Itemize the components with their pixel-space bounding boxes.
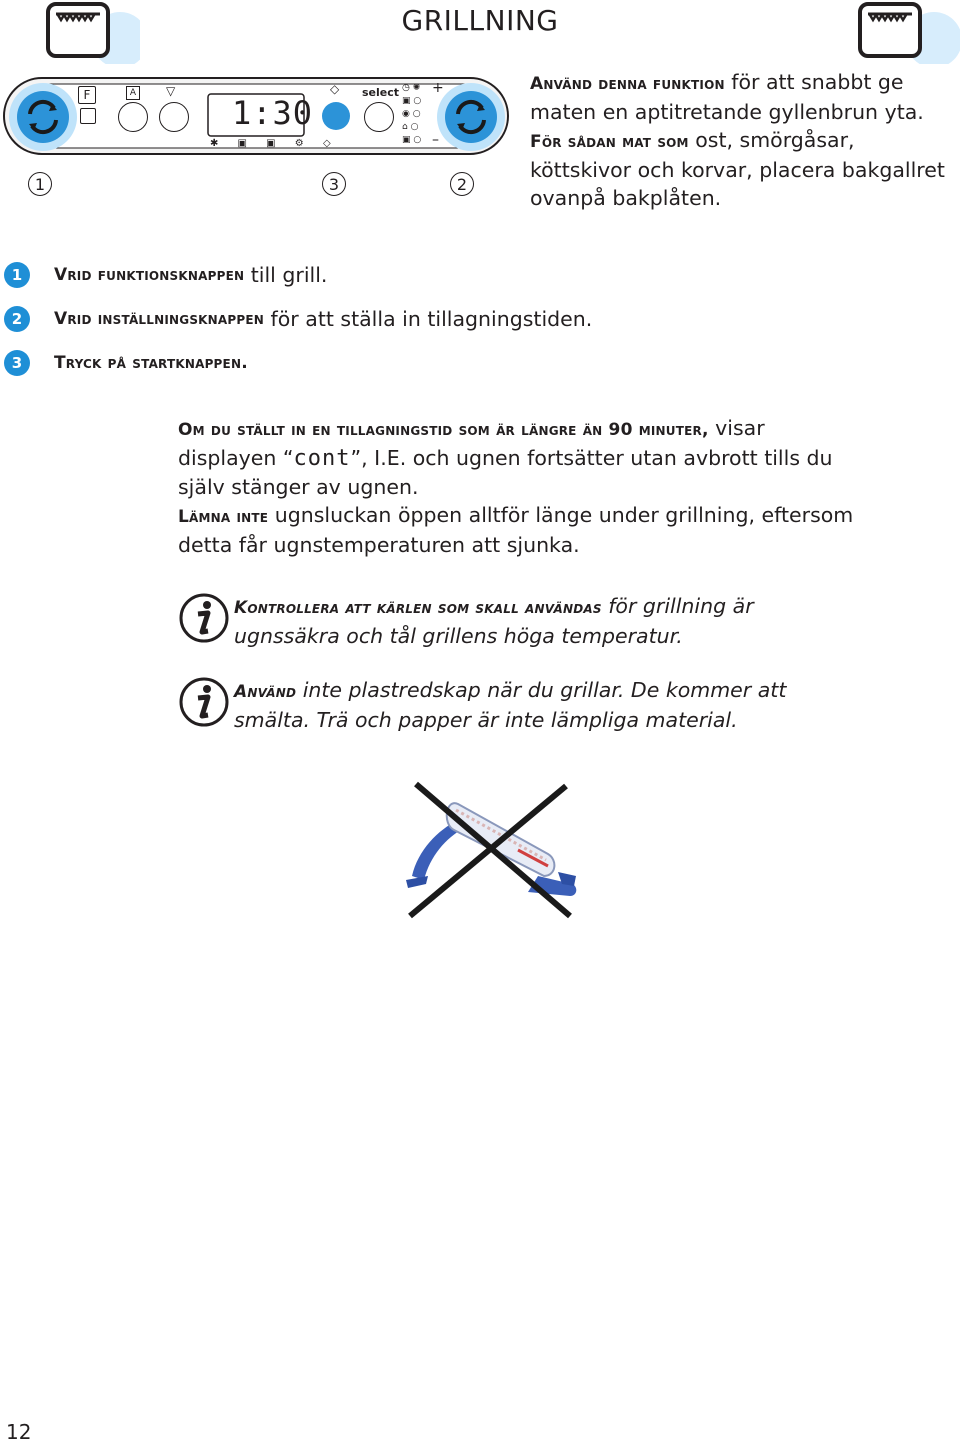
info-lead: Använd	[234, 682, 297, 702]
step-number: 3	[4, 350, 30, 376]
info-rest: för grillning är ugnssäkra och tål grillens höga temperatur.	[234, 594, 754, 648]
panel-button-a[interactable]	[118, 102, 148, 132]
step-number: 1	[4, 262, 30, 288]
header-icon-right	[852, 0, 960, 68]
note-p1-rest-b: ”, I.E. och ugnen fortsätter utan avbrott tills du själv stänger av ugnen.	[178, 446, 833, 499]
info-icon	[178, 676, 230, 728]
control-panel	[2, 74, 512, 160]
step-lead: Vrid funktionsknappen	[54, 265, 245, 285]
info-note-2	[178, 676, 858, 734]
function-knob[interactable]	[8, 82, 78, 152]
setting-knob[interactable]	[436, 82, 506, 152]
select-label: select	[362, 86, 400, 99]
callout-3: 3	[322, 172, 346, 196]
note-p2-lead: Lämna inte	[178, 507, 269, 527]
intro-p1-lead: Använd denna funktion	[530, 74, 725, 94]
step-number: 2	[4, 306, 30, 332]
select-button[interactable]	[364, 102, 394, 132]
note-p1-lead: Om du ställt in en tillagningstid som är längre än 90 minuter,	[178, 420, 709, 440]
note-block	[178, 414, 858, 559]
intro-paragraph-2	[530, 126, 950, 212]
callout-1: 1	[28, 172, 52, 196]
minus-label: –	[432, 132, 439, 148]
step-2	[0, 306, 592, 332]
note-paragraph-2	[178, 501, 858, 559]
lcd-display: 1:30	[232, 94, 314, 132]
intro-p1-rest: för att snabbt ge maten en aptitretande gyllenbrun yta.	[530, 70, 924, 124]
timer-indicator-icon: ◷ ✺	[402, 83, 421, 93]
step-lead: Tryck på startknappen.	[54, 353, 248, 373]
step-lead: Vrid inställningsknappen	[54, 309, 265, 329]
step-rest: till grill.	[244, 263, 328, 287]
display-word: cont	[293, 446, 351, 471]
intro-text	[530, 68, 950, 212]
callout-2: 2	[450, 172, 474, 196]
note-paragraph-1	[178, 414, 858, 501]
page-number: 12	[6, 1420, 32, 1444]
oven-mode-icon	[80, 108, 96, 124]
panel-button-b[interactable]	[159, 102, 189, 132]
intro-p2-lead: För sådan mat som	[530, 132, 689, 152]
plus-label: +	[432, 80, 444, 96]
lock-indicator-icon: ⌂ ○	[402, 122, 419, 132]
clock-indicator-icon: ◉ ○	[402, 109, 421, 119]
crossed-out-plastic-utensil-illustration	[398, 780, 588, 920]
defrost-indicator-icon: ▣ ○	[402, 135, 422, 145]
note-p1-rest-a: visar displayen “	[178, 416, 765, 470]
page-title: GRILLNING	[401, 4, 559, 37]
info-text-2	[234, 676, 858, 734]
oven-indicator-icon: ▣ ○	[402, 96, 422, 106]
info-lead: Kontrollera att kärlen som skall användas	[234, 598, 602, 618]
info-note-1	[178, 592, 858, 650]
note-p2-rest: ugnsluckan öppen alltför länge under grillning, eftersom detta får ugnstemperaturen att sjunka.	[178, 503, 854, 557]
step-3	[0, 350, 248, 376]
step-rest: för att ställa in tillagningstiden.	[264, 307, 593, 331]
info-text-1	[234, 592, 858, 650]
mode-indicators	[402, 82, 421, 147]
start-icon: ◇	[330, 82, 340, 96]
step-1	[0, 262, 327, 288]
intro-paragraph-1	[530, 68, 950, 126]
intro-p2-rest: ost, smörgåsar, köttskivor och korvar, placera bakgallret ovanpå bakplåten.	[530, 128, 945, 210]
bottom-icons: ✱ ▣ ▣ ⚙ ◇	[210, 138, 339, 149]
info-rest: inte plastredskap när du grillar. De kommer att smälta. Trä och papper är inte lämpliga material.	[234, 678, 787, 732]
info-icon	[178, 592, 230, 644]
down-arrow-icon: ▽	[166, 84, 176, 98]
auto-icon: A	[126, 86, 140, 100]
start-button[interactable]	[322, 102, 350, 130]
f-icon: F	[78, 86, 96, 104]
